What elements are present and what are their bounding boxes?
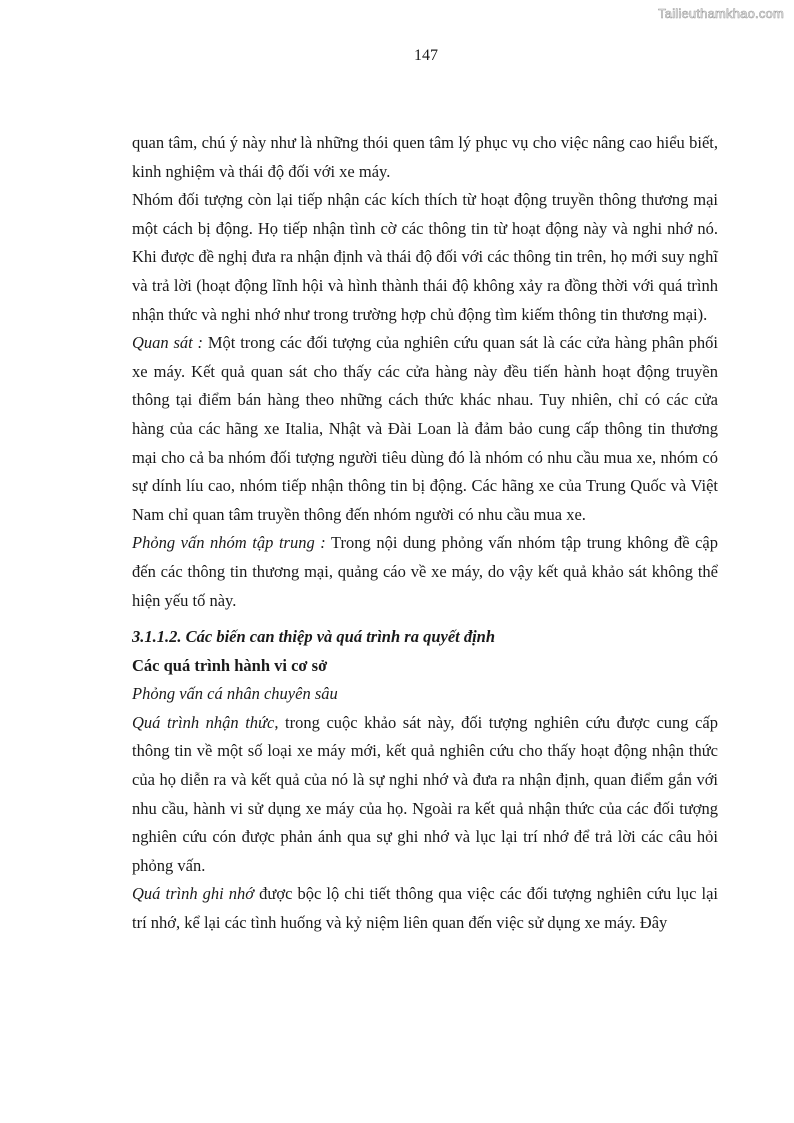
subsection-heading: Các quá trình hành vi cơ sở [132, 655, 328, 675]
page-number: 147 [414, 47, 438, 64]
observation-label: Quan sát : [132, 333, 204, 353]
section-heading: 3.1.1.2. Các biến can thiệp và quá trình ra quyết định [132, 627, 496, 647]
observation-text: Một trong các đối tượng của nghiên cứu quan sát là các cửa hàng phân phối xe máy. Kết quả quan sát cho thấy các cửa hàng này đều tiến hành hoạt động truyền thông tại điểm bán hàng theo những cách thức khác nhau. Tuy nhiên, chỉ có các cửa hàng của các hãng xe Italia, Nhật và Đài Loan là đảm bảo cung cấp thông tin thương mại cho cả ba nhóm đối tượng người tiêu dùng đó là nhóm có nhu cầu mua xe, nhóm có sự dính líu cao, nhóm tiếp nhận thông tin bị động. Các hãng xe của Trung Quốc và Việt Nam chỉ quan tâm truyền thông đến nhóm người có nhu cầu mua xe. [132, 333, 718, 524]
method-heading: Phỏng vấn cá nhân chuyên sâu [132, 684, 338, 704]
focus-group-text: Trong nội dung phỏng vấn nhóm tập trung không đề cập đến các thông tin thương mại, quảng cáo về xe máy, do vậy kết quả khảo sát không thể hiện yếu tố này. [132, 533, 718, 610]
perception-text: , trong cuộc khảo sát này, đối tượng nghiên cứu được cung cấp thông tin về một số loại xe máy mới, kết quả nghiên cứu cho thấy hoạt động nhận thức của họ diễn ra và kết quả của nó là sự nghi nhớ và đưa ra nhận định, quan điểm gắn với nhu cầu, hành vi sử dụng xe máy của họ. Ngoài ra kết quả nhận thức của các đối tượng nghiên cứu cón được phản ánh qua sự ghi nhớ và lục lại trí nhớ để trả lời các câu hỏi phỏng vấn. [132, 712, 718, 875]
paragraph-focus-group [132, 529, 718, 615]
memory-text: được bộc lộ chi tiết thông qua việc các đối tượng nghiên cứu lục lại trí nhớ, kể lại các tình huống và kỷ niệm liên quan đến việc sử dụng xe máy. Đây [132, 884, 718, 933]
paragraph-passive-group: Nhóm đối tượng còn lại tiếp nhận các kích thích từ hoạt động truyền thông thương mại một cách bị động. Họ tiếp nhận tình cờ các thông tin từ hoạt động này và nghi nhớ nó. Khi được đề nghị đưa ra nhận định và thái độ đối với các thông tin trên, họ mới suy nghĩ và trả lời (hoạt động lĩnh hội và hình thành thái độ không xảy ra đồng thời với quá trình nhận thức và nghi nhớ như trong trường hợp chủ động tìm kiếm thông tin thương mại). [132, 190, 718, 324]
watermark-text: Tailieuthamkhao.com [658, 6, 784, 21]
document-body [132, 129, 718, 938]
paragraph-continuation: quan tâm, chú ý này như là những thói quen tâm lý phục vụ cho việc nâng cao hiểu biết, kinh nghiệm và thái độ đối với xe máy. [132, 133, 718, 181]
paragraph-memory [132, 880, 718, 937]
focus-group-label: Phỏng vấn nhóm tập trung : [132, 533, 326, 553]
perception-label: Quá trình nhận thức [132, 712, 275, 732]
paragraph-perception [132, 709, 718, 881]
paragraph-observation [132, 329, 718, 529]
memory-label: Quá trình ghi nhớ [132, 884, 255, 904]
